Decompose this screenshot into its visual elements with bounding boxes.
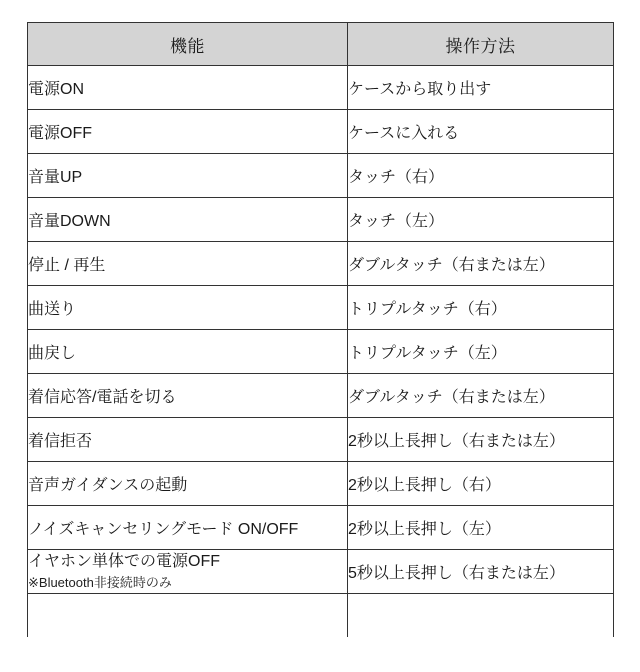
cell-function: 曲戻し — [28, 330, 348, 374]
cell-operation: ダブルタッチ（右または左） — [348, 242, 614, 286]
cell-function — [28, 550, 348, 594]
cell-function: 電源OFF — [28, 110, 348, 154]
operation-spec-table — [27, 22, 614, 637]
cell-operation: ケースから取り出す — [348, 66, 614, 110]
table-row — [28, 506, 614, 550]
table-row — [28, 198, 614, 242]
table-row — [28, 286, 614, 330]
table-row — [28, 330, 614, 374]
table-row — [28, 418, 614, 462]
table-row — [28, 462, 614, 506]
cell-operation: トリプルタッチ（右） — [348, 286, 614, 330]
cell-function: ノイズキャンセリングモード ON/OFF — [28, 506, 348, 550]
cell-operation: ダブルタッチ（右または左） — [348, 374, 614, 418]
spec-table-container — [27, 22, 613, 637]
cell-operation: 5秒以上長押し（右または左） — [348, 550, 614, 594]
column-header-function: 機能 — [28, 23, 348, 66]
cell-function: 着信応答/電話を切る — [28, 374, 348, 418]
cell-function: 音声ガイダンスの起動 — [28, 462, 348, 506]
column-header-operation: 操作方法 — [348, 23, 614, 66]
cell-operation: タッチ（右） — [348, 154, 614, 198]
cell-operation: 2秒以上長押し（右または左） — [348, 418, 614, 462]
cell-function: 着信拒否 — [28, 418, 348, 462]
cell-function: 電源ON — [28, 66, 348, 110]
table-row-clipped — [28, 594, 614, 638]
table-row — [28, 242, 614, 286]
table-row — [28, 154, 614, 198]
cell-operation-clipped — [348, 594, 614, 638]
cell-function: 停止 / 再生 — [28, 242, 348, 286]
cell-function-line1: イヤホン単体での電源OFF — [28, 553, 220, 571]
table-row — [28, 550, 614, 594]
table-header-row — [28, 23, 614, 66]
cell-function: 音量UP — [28, 154, 348, 198]
cell-function-clipped — [28, 594, 348, 638]
cell-function: 音量DOWN — [28, 198, 348, 242]
cell-operation: タッチ（左） — [348, 198, 614, 242]
cell-operation: 2秒以上長押し（右） — [348, 462, 614, 506]
cell-operation: 2秒以上長押し（左） — [348, 506, 614, 550]
cell-operation: トリプルタッチ（左） — [348, 330, 614, 374]
cell-function: 曲送り — [28, 286, 348, 330]
table-row — [28, 374, 614, 418]
table-row — [28, 66, 614, 110]
table-body — [28, 66, 614, 638]
table-header — [28, 23, 614, 66]
cell-function-note: ※Bluetooth非接続時のみ — [28, 575, 172, 591]
table-row — [28, 110, 614, 154]
cell-operation: ケースに入れる — [348, 110, 614, 154]
